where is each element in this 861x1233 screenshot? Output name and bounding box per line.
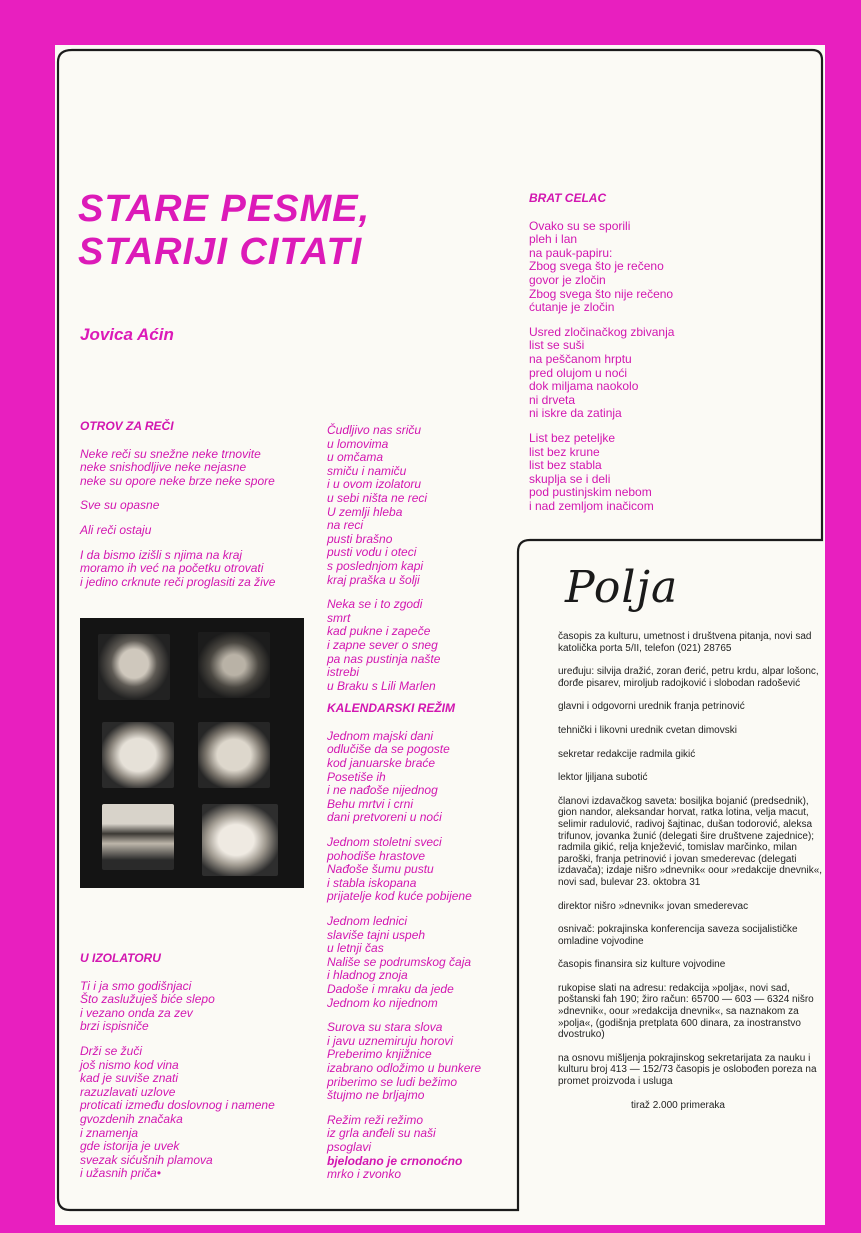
stanza bbox=[80, 980, 300, 1034]
poem-line: priberimo se ludi bežimo bbox=[327, 1074, 458, 1089]
poem-line: Nališe se podrumskog čaja bbox=[327, 954, 472, 969]
poem-line: Ali reči ostaju bbox=[80, 522, 152, 537]
poem-line: list bez stabla bbox=[529, 458, 602, 473]
poem-line: mrko i zvonko bbox=[327, 1167, 402, 1182]
poem-line: Režim reži režimo bbox=[327, 1112, 424, 1127]
author-name: Jovica Aćin bbox=[80, 325, 174, 344]
title-line-1: STARE PESME, bbox=[78, 188, 371, 230]
poem-u-izolatoru bbox=[80, 952, 300, 1192]
poem-line: slaviše tajni uspeh bbox=[327, 927, 426, 942]
masthead-paragraph: tehnički i likovni urednik cvetan dimovski bbox=[558, 724, 737, 736]
poem-line: List bez peteljke bbox=[529, 430, 616, 445]
masthead-paragraph: glavni i odgovorni urednik franja petrinović bbox=[558, 701, 745, 713]
poem-line: U zemlji hleba bbox=[327, 504, 403, 519]
poem-line: Neke reči su snežne neke trnovite bbox=[80, 446, 261, 461]
poem-line: još nismo kod vina bbox=[80, 1057, 179, 1072]
poem-line: i jedino crknute reči proglasiti za žive bbox=[80, 574, 276, 589]
poem-heading: KALENDARSKI REŽIM bbox=[327, 701, 455, 716]
stanza bbox=[529, 326, 749, 421]
poem-line: i javu uznemiruju horovi bbox=[327, 1033, 454, 1048]
poem-line: u Braku s Lili Marlen bbox=[327, 678, 436, 693]
poem-heading: U IZOLATORU bbox=[80, 951, 161, 965]
poem-line: u sebi ništa ne reci bbox=[327, 490, 428, 505]
poem-line: psoglavi bbox=[327, 1139, 372, 1154]
poem-line: pred olujom u noći bbox=[529, 365, 628, 380]
poem-line: skuplja se i deli bbox=[529, 471, 611, 486]
poem-line: prijatelje kod kuće pobijene bbox=[327, 889, 472, 904]
masthead-paragraph: sekretar redakcije radmila gikić bbox=[558, 748, 696, 760]
poem-line: list bez krune bbox=[529, 444, 600, 459]
poem-otrov-za-reci bbox=[80, 420, 300, 600]
poem-line: Drži se žuči bbox=[80, 1043, 143, 1058]
stanza-list bbox=[327, 730, 507, 1155]
poem-line: i užasnih priča• bbox=[80, 1166, 161, 1181]
poem-line: moramo ih već na početku otrovati bbox=[80, 561, 264, 576]
sculpture-mask-image bbox=[198, 632, 270, 698]
masthead-paragraph: tiraž 2.000 primeraka bbox=[631, 1099, 725, 1111]
masthead-paragraph: lektor ljiljana subotić bbox=[558, 772, 648, 784]
poem-line: Nađoše šumu pustu bbox=[327, 862, 434, 877]
poem-line: odlučiše da se pogoste bbox=[327, 742, 450, 757]
poem-line: pleh i lan bbox=[529, 232, 578, 247]
stanza bbox=[529, 432, 749, 514]
poem-line: na reci bbox=[327, 518, 364, 533]
sculpture-face-image bbox=[198, 722, 270, 788]
sculpture-face-image bbox=[102, 722, 174, 788]
poem-line: Čudljivo nas sriču bbox=[327, 423, 422, 437]
poem-line: kad je suviše znati bbox=[80, 1071, 179, 1086]
stanza bbox=[327, 424, 507, 587]
poem-line: neke snishodljive neke nejasne bbox=[80, 460, 247, 475]
poem-line: pohodiše hrastove bbox=[327, 848, 426, 863]
poem-line: i vezano onda za zev bbox=[80, 1005, 193, 1020]
poem-line: neke su opore neke brze neke spore bbox=[80, 473, 275, 488]
poem-line: i hladnog znoja bbox=[327, 968, 408, 983]
poem-line: i znamenja bbox=[80, 1125, 139, 1140]
stanza bbox=[80, 524, 300, 538]
stanza bbox=[327, 730, 507, 825]
poem-line: kraj praška u šolji bbox=[327, 572, 420, 587]
poem-line: govor je zločin bbox=[529, 272, 606, 287]
poem-line: i stabla iskopana bbox=[327, 875, 417, 890]
stanza bbox=[80, 549, 300, 590]
masthead-paragraph: direktor nišro »dnevnik« jovan smederevac bbox=[558, 900, 749, 912]
poem-line: Posetiše ih bbox=[327, 769, 386, 784]
poem-line: i u ovom izolatoru bbox=[327, 477, 422, 492]
poem-line: I da bismo izišli s njima na kraj bbox=[80, 547, 243, 562]
photo-collage bbox=[80, 618, 304, 888]
poem-line: Behu mrtvi i crni bbox=[327, 796, 414, 811]
article-title bbox=[78, 188, 370, 274]
poem-line: list se suši bbox=[529, 338, 585, 353]
masthead-paragraph: rukopise slati na adresu: redakcija »polja«, novi sad, poštanski fah 190; žiro račun: 65700 — 603 — 6324 nišro »dnevnik«, oour »redakcija dnevnik«, sa naznakom za »polja«, (godišnja pretplata 600 dinara, za inostranstvo dvostruko) bbox=[558, 982, 814, 1041]
poem-line: Preberimo knjižnice bbox=[327, 1047, 432, 1062]
poem-heading: BRAT CELAC bbox=[529, 191, 607, 205]
poem-line: istrebi bbox=[327, 665, 360, 680]
poem-line: iz grla anđeli su naši bbox=[327, 1126, 436, 1141]
stanza bbox=[80, 448, 300, 489]
masthead-paragraph: časopis finansira siz kulture vojvodine bbox=[558, 959, 726, 971]
stanza bbox=[529, 220, 749, 315]
poem-line: kod januarske braće bbox=[327, 756, 436, 771]
poem-line: s poslednjom kapi bbox=[327, 558, 424, 573]
poem-line: Usred zločinačkog zbivanja bbox=[529, 324, 675, 339]
stanza-list bbox=[80, 980, 300, 1181]
poem-line: brzi ispisniče bbox=[80, 1019, 149, 1034]
poem-line: proticati između doslovnog i namene bbox=[80, 1098, 275, 1113]
stanza bbox=[80, 499, 300, 513]
stanza bbox=[80, 1045, 300, 1181]
poem-line: i nad zemljom inačicom bbox=[529, 498, 654, 513]
poem-line: Neka se i to zgodi bbox=[327, 597, 423, 612]
poem-line: gvozdenih značaka bbox=[80, 1111, 183, 1126]
sculpture-face-image bbox=[98, 634, 170, 700]
masthead-paragraph: članovi izdavačkog saveta: bosiljka bojanić (predsednik), gion nandor, aleksandar horvat, ratka lotina, velja macut, selimir radulović, radivoj šajtinac, dušan todorović, aleksa trifunov, jovanka žunić (delegati šire društvene zajednice); radmila gikić, relja knježević, tomislav marčinko, milan paroški, franja petrinović i jovan smederevac (delegati izdavača); izdaje nišro »dnevnik« oour »redakcije dnevnik«, novi sad, bulevar 23. oktobra 31 bbox=[558, 795, 823, 888]
poem-line: pusti brašno bbox=[327, 531, 393, 546]
poem-line: ni drveta bbox=[529, 392, 576, 407]
masthead-paragraph: osnivač: pokrajinska konferencija saveza socijalističke omladine vojvodine bbox=[558, 924, 798, 947]
poem-line: smiču i namiču bbox=[327, 463, 407, 478]
stanza-list bbox=[529, 220, 749, 514]
poem-line: Jednom lednici bbox=[327, 914, 408, 928]
poem-line: ni iskre da zatinja bbox=[529, 406, 622, 421]
masthead-paragraph: uređuju: silvija dražić, zoran đerić, petru krdu, alpar lošonc, đorđe pisarev, miroljub radojković i slobodan radošević bbox=[558, 666, 819, 689]
stanza-list bbox=[327, 424, 507, 693]
poem-brat-celac bbox=[529, 192, 749, 524]
poem-line: na peščanom hrptu bbox=[529, 351, 632, 366]
polja-logo: Polja bbox=[565, 562, 679, 613]
poem-line: u lomovima bbox=[327, 436, 389, 451]
poem-line: razuzlavati uzlove bbox=[80, 1084, 176, 1099]
poem-line: dani pretvoreni u noći bbox=[327, 810, 442, 825]
poem-line: Jednom stoletni sveci bbox=[327, 835, 442, 850]
stanza bbox=[327, 1114, 507, 1155]
poem-line: pusti vodu i oteci bbox=[327, 545, 417, 560]
masthead-paragraph: na osnovu mišljenja pokrajinskog sekretarijata za nauku i kulturu broj 413 — 152/73 časopis je oslobođen poreza na promet proizvoda i usluga bbox=[558, 1052, 817, 1088]
stanza-list bbox=[80, 448, 300, 590]
poem-line: Što zaslužuješ biće slepo bbox=[80, 992, 215, 1007]
poem-line: Surova su stara slova bbox=[327, 1020, 443, 1035]
poem-line: Zbog svega što je rečeno bbox=[529, 259, 664, 274]
poem-line: i ne nađoše nijednog bbox=[327, 783, 438, 798]
masthead-info bbox=[558, 631, 828, 1123]
poem-line: u omčama bbox=[327, 450, 384, 465]
poem-column-middle bbox=[327, 424, 507, 1182]
poem-line: Ti i ja smo godišnjaci bbox=[80, 978, 192, 993]
poem-line: Jednom majski dani bbox=[327, 728, 434, 743]
poem-line: Dadoše i mraku da jede bbox=[327, 981, 454, 996]
sculpture-relief-image bbox=[102, 804, 174, 870]
poem-line: Jednom ko nijednom bbox=[327, 995, 438, 1010]
poem-line: štujmo ne brljajmo bbox=[327, 1088, 425, 1103]
poem-line: u letnji čas bbox=[327, 941, 384, 956]
stanza bbox=[327, 836, 507, 904]
poem-line: gde istorija je uvek bbox=[80, 1139, 180, 1154]
poem-line: kad pukne i zapeče bbox=[327, 624, 431, 639]
poem-line: na pauk-papiru: bbox=[529, 245, 613, 260]
stanza bbox=[327, 915, 507, 1010]
poem-line: Ovako su se sporili bbox=[529, 218, 631, 233]
poem-heading: OTROV ZA REČI bbox=[80, 419, 174, 433]
poem-line: pod pustinjskim nebom bbox=[529, 485, 652, 500]
poem-line: izabrano odložimo u bunkere bbox=[327, 1060, 482, 1075]
poem-line: ćutanje je zločin bbox=[529, 300, 615, 315]
title-line-2: STARIJI CITATI bbox=[78, 231, 363, 273]
poem-line: smrt bbox=[327, 610, 351, 625]
poem-line: dok miljama naokolo bbox=[529, 379, 639, 394]
poem-line: Sve su opasne bbox=[80, 498, 160, 513]
stanza bbox=[327, 1021, 507, 1103]
poem-line: svezak sićušnih plamova bbox=[80, 1152, 213, 1167]
poem-line: i zapne sever o sneg bbox=[327, 637, 438, 652]
poem-line: Zbog svega što nije rečeno bbox=[529, 286, 674, 301]
stanza bbox=[327, 598, 507, 693]
poem-line-bold: bjelodano je crnonoćno bbox=[327, 1153, 463, 1168]
sculpture-face-image bbox=[202, 804, 278, 876]
poem-line: pa nas pustinja našte bbox=[327, 651, 441, 666]
masthead-paragraph: časopis za kulturu, umetnost i društvena pitanja, novi sad katolička porta 5/II, telefon (021) 28765 bbox=[558, 631, 812, 654]
